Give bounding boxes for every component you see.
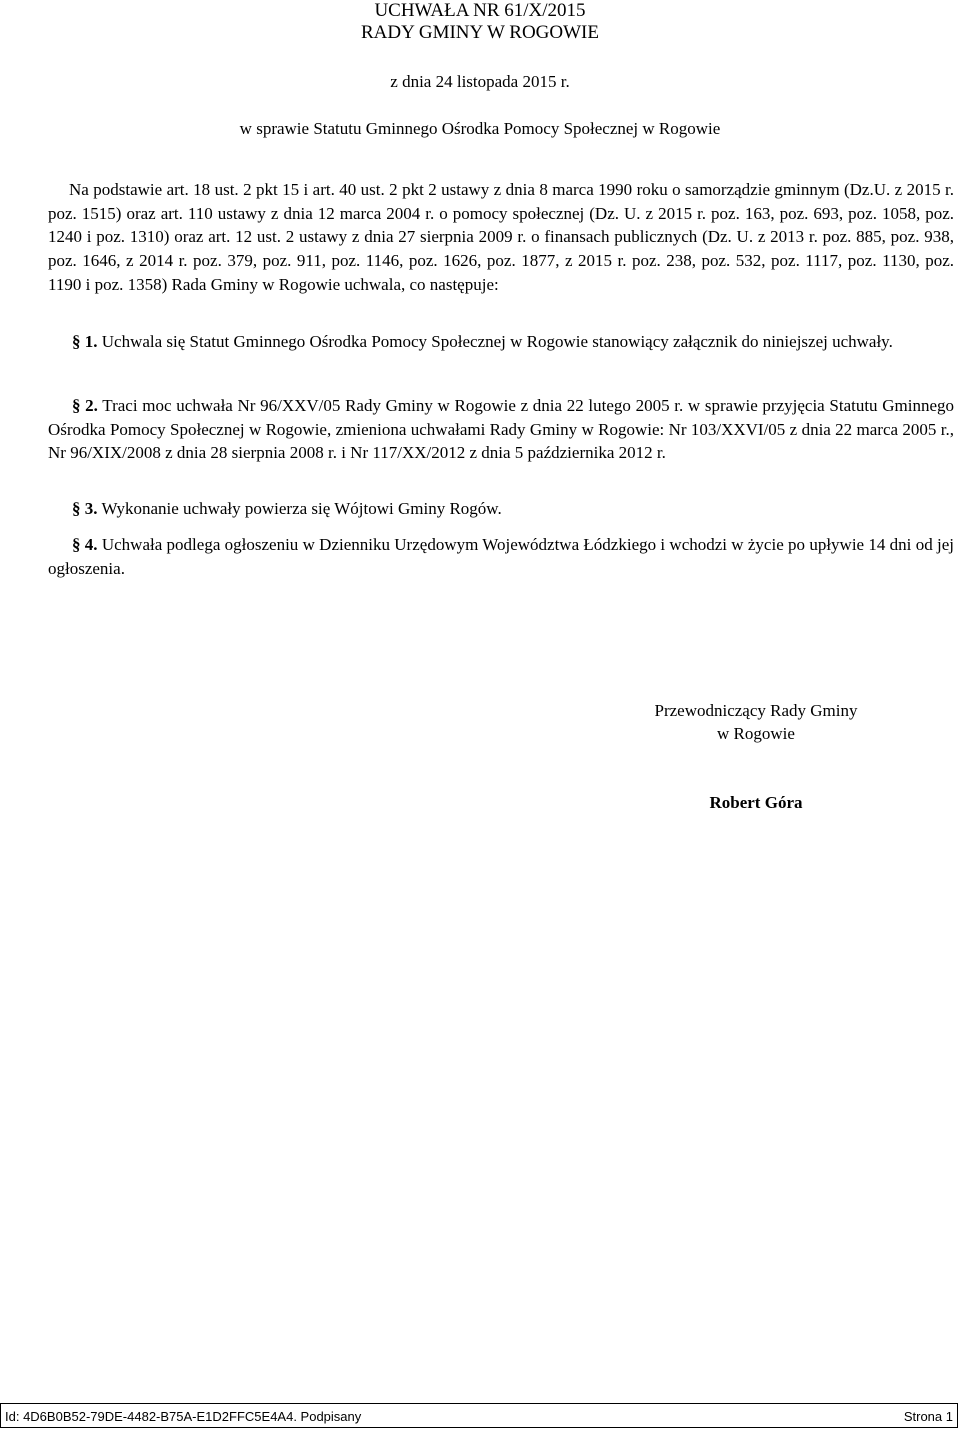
document-id: Id: 4D6B0B52-79DE-4482-B75A-E1D2FFC5E4A4. Podpisany — [5, 1409, 362, 1424]
paragraph-4 — [48, 533, 954, 580]
paragraph-number: § 1. — [72, 332, 98, 351]
paragraph-text: Traci moc uchwała Nr 96/XXV/05 Rady Gminy w Rogowie z dnia 22 lutego 2005 r. w sprawie przyjęcia Statutu Gminnego Ośrodka Pomocy Społecznej w Rogowie, zmieniona uchwałami Rady Gminy w Rogowie: Nr 103/XXVI/05 z dnia 22 marca 2005 r., Nr 96/XIX/2008 z dnia 28 sierpnia 2008 r. i Nr 117/XX/2012 z dnia 5 października 2012 r. — [48, 396, 955, 463]
council-name: RADY GMINY W ROGOWIE — [360, 22, 599, 43]
paragraph-number: § 2. — [72, 396, 98, 415]
page-number: Strona 1 — [903, 1409, 953, 1424]
paragraph-3 — [48, 497, 954, 521]
page-footer — [0, 1403, 958, 1428]
paragraph-1 — [48, 330, 954, 354]
resolution-subject: w sprawie Statutu Gminnego Ośrodka Pomocy Społecznej w Rogowie — [239, 119, 721, 138]
legal-basis-preamble: Na podstawie art. 18 ust. 2 pkt 15 i art. 40 ust. 2 pkt 2 ustawy z dnia 8 marca 1990 roku o samorządzie gminnym (Dz.U. z 2015 r. poz. 1515) oraz art. 110 ustawy z dnia 12 marca 2004 r. o pomocy społecznej (Dz. U. z 2015 r. poz. 163, poz. 693, poz. 1058, poz. 1240 i poz. 1310) oraz art. 12 ust. 2 ustawy z dnia 27 sierpnia 2009 r. o finansach publicznych (Dz. U. z 2013 r. poz. 885, poz. 938, poz. 1646, z 2014 r. poz. 379, poz. 911, poz. 1146, poz. 1626, poz. 1877, z 2015 r. poz. 238, poz. 532, poz. 1117, poz. 1130, poz. 1190 i poz. 1358) Rada Gminy w Rogowie uchwala, co następuje: — [48, 180, 954, 294]
signatory-place: w Rogowie — [717, 724, 795, 743]
paragraph-number: § 3. — [72, 499, 98, 518]
paragraph-2 — [48, 394, 954, 465]
paragraph-text: Uchwała podlega ogłoszeniu w Dzienniku Urzędowym Województwa Łódzkiego i wchodzi w życie po upływie 14 dni od jej ogłoszenia. — [48, 535, 954, 578]
signatory-name: Robert Góra — [709, 793, 803, 812]
signatory-role: Przewodniczący Rady Gminy — [654, 701, 858, 720]
resolution-date: z dnia 24 listopada 2015 r. — [390, 72, 570, 91]
paragraph-text: Wykonanie uchwały powierza się Wójtowi Gminy Rogów. — [97, 499, 502, 518]
paragraph-text: Uchwala się Statut Gminnego Ośrodka Pomocy Społecznej w Rogowie stanowiący załącznik do niniejszej uchwały. — [97, 332, 893, 351]
paragraph-number: § 4. — [72, 535, 98, 554]
resolution-title: UCHWAŁA NR 61/X/2015 — [374, 0, 586, 21]
